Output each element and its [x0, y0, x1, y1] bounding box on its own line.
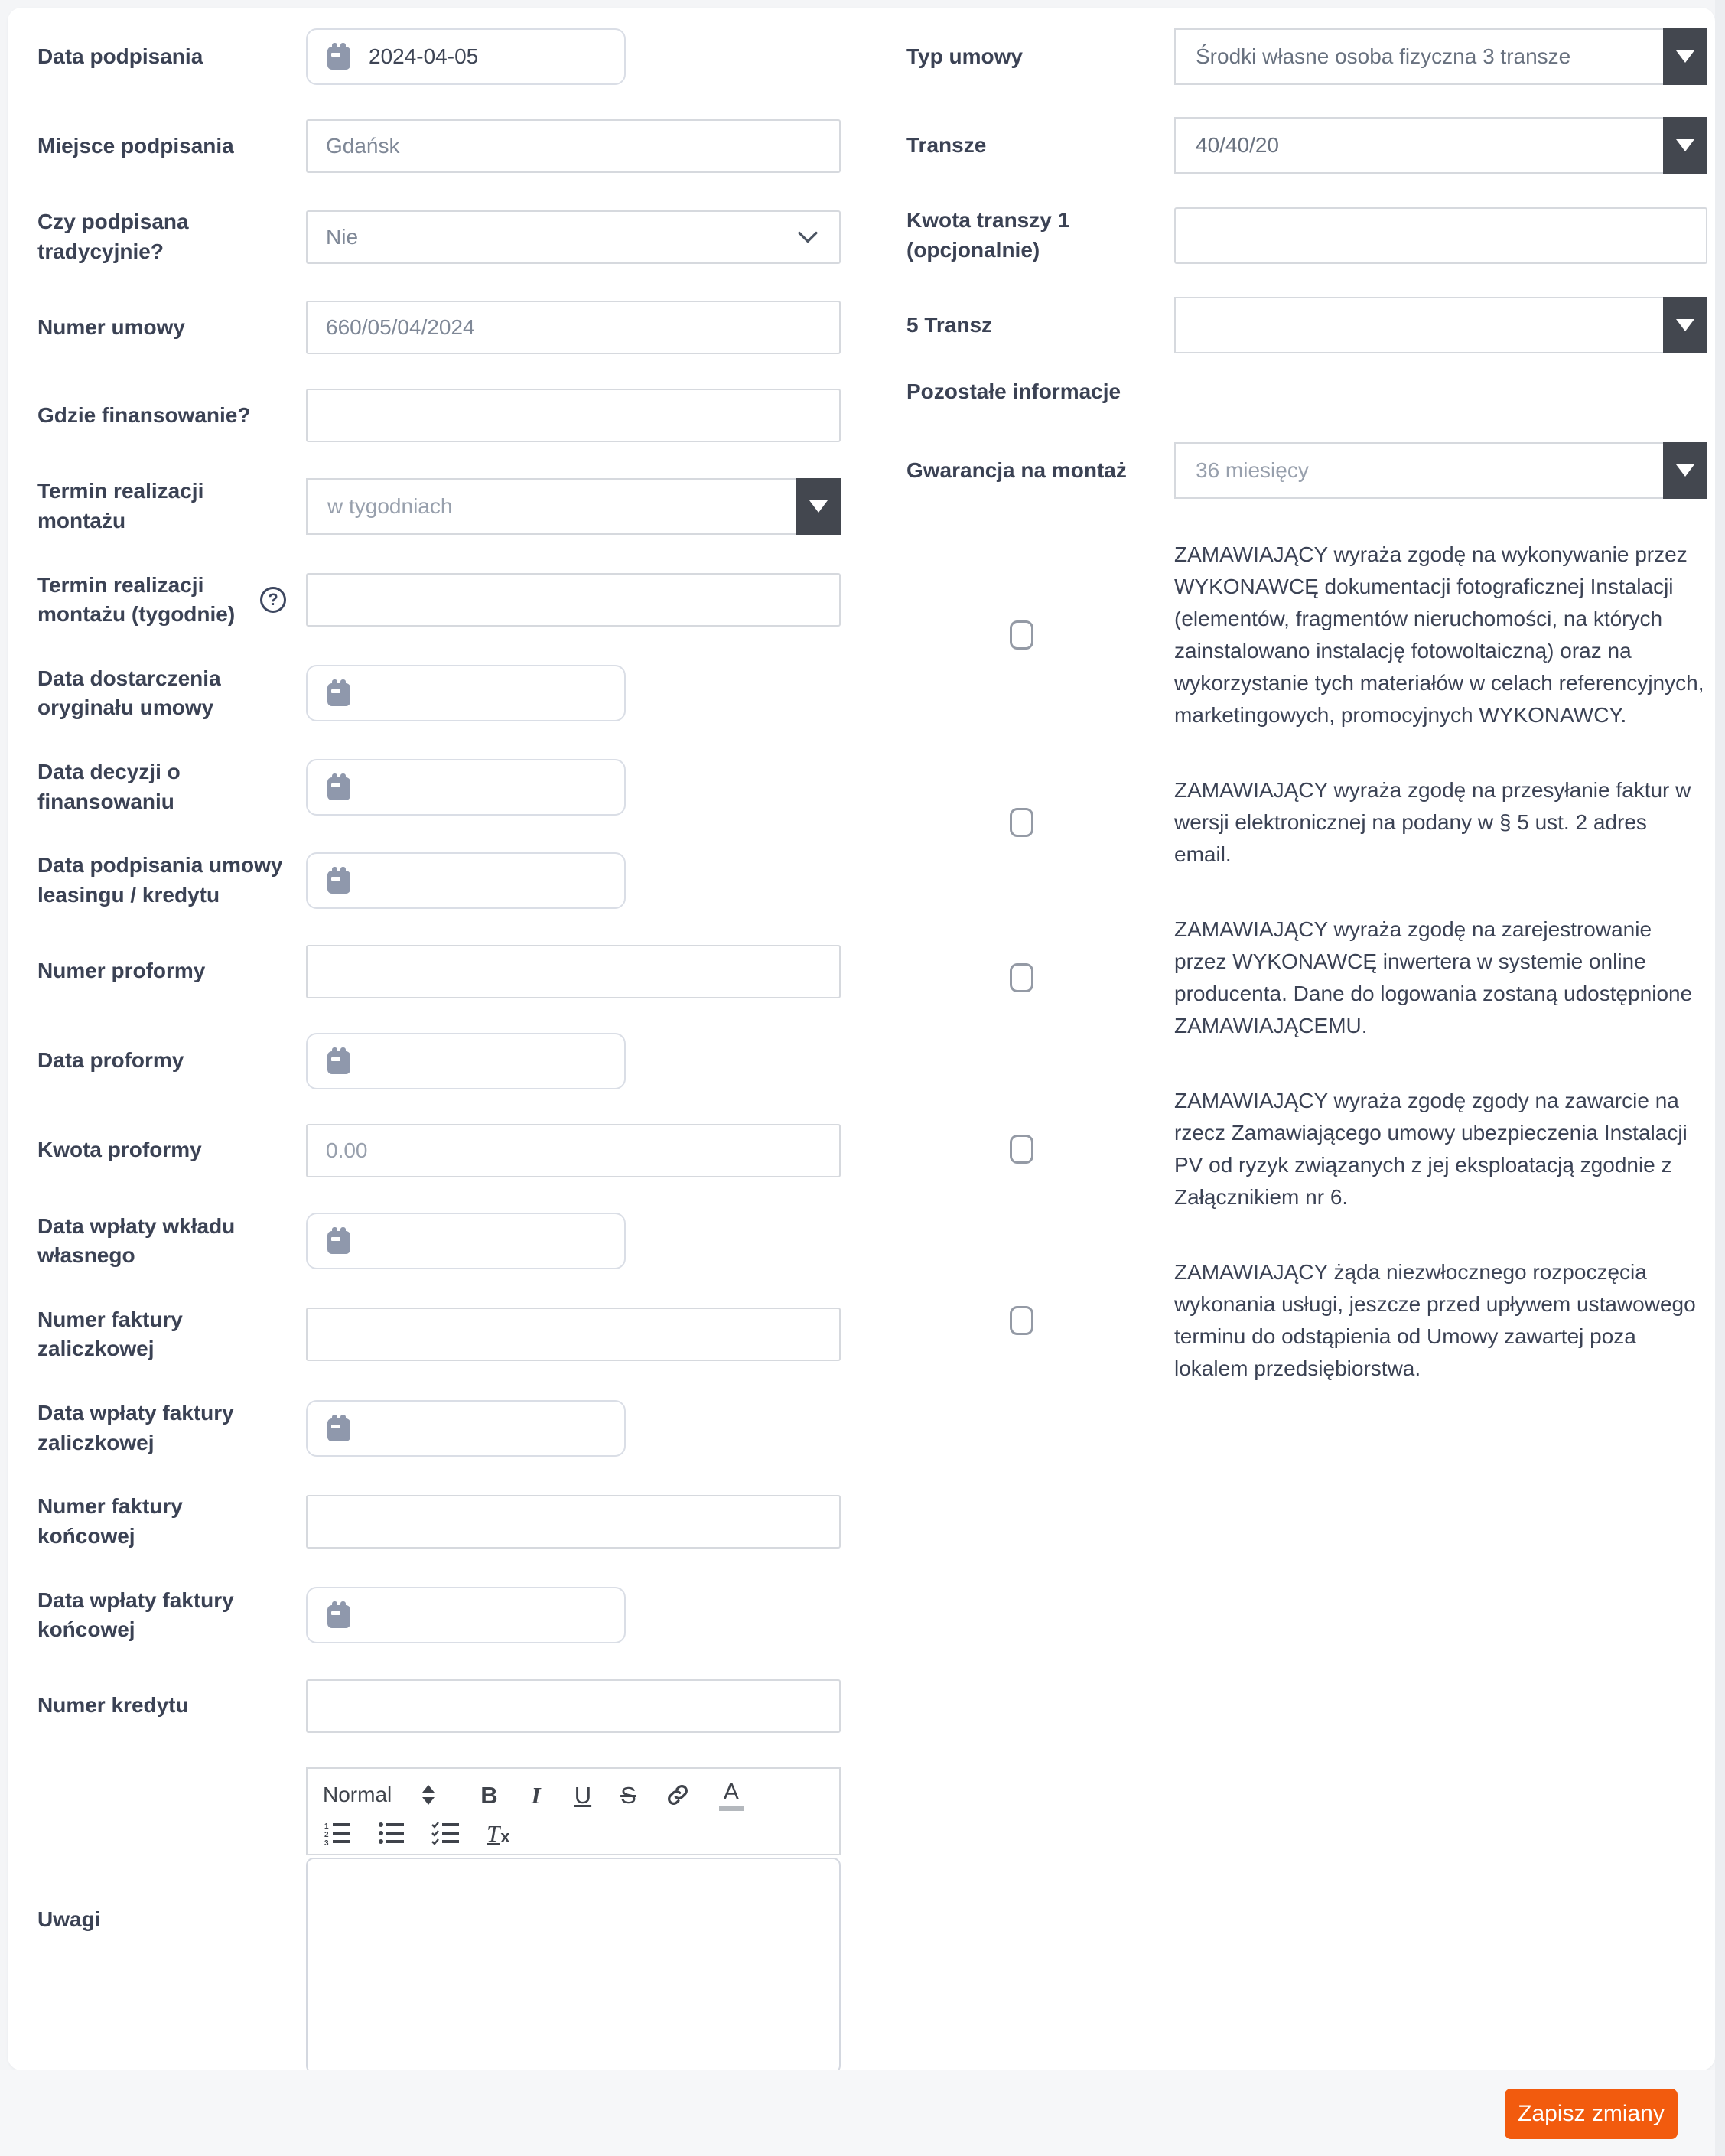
- section-title: Pozostałe informacje: [906, 379, 1121, 404]
- consent-text: ZAMAWIAJĄCY wyraża zgodę zgody na zawarcie na rzecz Zamawiającego umowy ubezpieczenia Instalacji PV od ryzyk związanych z jej eksploatacją zgodnie z Załącznikiem nr 6.: [1174, 1089, 1688, 1210]
- field-label: Numer faktury końcowej: [37, 1494, 183, 1548]
- field-label: Data podpisania umowy leasingu / kredytu: [37, 853, 283, 907]
- dropdown-arrow-icon[interactable]: [1663, 28, 1707, 85]
- editor-toolbar: [306, 1767, 841, 1855]
- format-dropdown[interactable]: [323, 1783, 435, 1807]
- field-label: Kwota proformy: [37, 1138, 202, 1162]
- text-color-button[interactable]: A: [719, 1780, 744, 1811]
- field-label: Data wpłaty faktury zaliczkowej: [37, 1401, 234, 1454]
- format-value: Normal: [323, 1783, 392, 1807]
- bold-button[interactable]: B: [480, 1781, 498, 1809]
- transze-select[interactable]: [1174, 117, 1707, 174]
- calendar-icon: [326, 1226, 352, 1255]
- scrollbar-track[interactable]: [1715, 0, 1725, 2156]
- consent-text: ZAMAWIAJĄCY wyraża zgodę na zarejestrowanie przez WYKONAWCĘ inwertera w systemie online producenta. Dane do logowania zostaną udostępnione ZAMAWIAJĄCEMU.: [1174, 917, 1693, 1038]
- select-value: Środki własne osoba fizyczna 3 transze: [1196, 44, 1571, 68]
- row-data-decyzji: [37, 757, 841, 816]
- field-label: Termin realizacji montażu (tygodnie): [37, 572, 236, 627]
- row-numer-umowy: [37, 301, 841, 354]
- consent-text: ZAMAWIAJĄCY wyraża zgodę na wykonywanie przez WYKONAWCĘ dokumentacji fotograficznej Instalacji (elementów, fragmentów nieruchomości, na których zainstalowano instalację fotowoltaiczną) oraz na wykorzystanie tych materiałów w celach referencyjnych, marketingowych, promocyjnych WYKONAWCY.: [1174, 542, 1704, 728]
- bullet-list-icon[interactable]: [378, 1822, 405, 1846]
- uwagi-rich-text-editor: [306, 1767, 841, 2070]
- data-faktury-koncowej-date-input[interactable]: [306, 1587, 626, 1643]
- field-label: Data decyzji o finansowaniu: [37, 760, 181, 813]
- select-value: w tygodniach: [327, 493, 453, 518]
- consent-row: [906, 1085, 1707, 1213]
- field-label: Typ umowy: [906, 44, 1023, 68]
- row-uwagi: [37, 1767, 841, 2070]
- color-bar: [719, 1806, 744, 1811]
- svg-text:3: 3: [324, 1838, 329, 1846]
- form-card: [8, 8, 1715, 2070]
- row-termin-montazu: [37, 477, 841, 536]
- row-data-leasingu: [37, 851, 841, 910]
- data-leasingu-date-input[interactable]: [306, 852, 626, 909]
- numer-kredytu-input[interactable]: [306, 1679, 841, 1733]
- row-termin-tygodnie: [37, 571, 841, 630]
- dropdown-arrow-icon[interactable]: [1663, 442, 1707, 499]
- field-label: Numer faktury zaliczkowej: [37, 1307, 183, 1361]
- consent-row: [906, 539, 1707, 731]
- consent-text: ZAMAWIAJĄCY wyraża zgodę na przesyłanie faktur w wersji elektronicznej na podany w § 5 ust. 2 adres email.: [1174, 778, 1691, 867]
- field-label: 5 Transz: [906, 312, 993, 337]
- calendar-icon: [326, 866, 352, 895]
- numer-umowy-input[interactable]: [306, 301, 841, 354]
- row-miejsce-podpisania: [37, 119, 841, 173]
- clear-formatting-button[interactable]: T x: [487, 1820, 510, 1848]
- date-value: 2024-04-05: [369, 44, 479, 68]
- row-data-faktury-koncowej: [37, 1586, 841, 1645]
- consent-row: [906, 914, 1707, 1042]
- italic-button[interactable]: I: [527, 1783, 545, 1807]
- dropdown-arrow-icon[interactable]: [1663, 297, 1707, 353]
- numer-faktury-zaliczkowej-input[interactable]: [306, 1308, 841, 1361]
- field-label: Gwarancja na montaż: [906, 458, 1127, 482]
- gwarancja-select[interactable]: [1174, 442, 1707, 499]
- dropdown-arrow-icon[interactable]: [1663, 117, 1707, 174]
- gdzie-finansowanie-input[interactable]: [306, 389, 841, 442]
- row-numer-kredytu: [37, 1679, 841, 1733]
- calendar-icon: [326, 1414, 352, 1443]
- field-label: Data wpłaty wkładu własnego: [37, 1213, 236, 1268]
- ordered-list-icon[interactable]: [324, 1822, 352, 1846]
- row-transze: [906, 117, 1707, 174]
- row-5-transz: [906, 297, 1707, 353]
- miejsce-podpisania-input[interactable]: [306, 119, 841, 173]
- consent-checkbox[interactable]: [1010, 1306, 1033, 1335]
- strikethrough-button[interactable]: S: [620, 1781, 636, 1809]
- select-value: 36 miesięcy: [1196, 458, 1309, 483]
- data-dostarczenia-date-input[interactable]: [306, 665, 626, 721]
- calendar-icon: [326, 1047, 352, 1076]
- row-data-faktury-zaliczkowej: [37, 1399, 841, 1457]
- footer: [0, 2070, 1725, 2156]
- input-value: 660/05/04/2024: [326, 315, 475, 340]
- dropdown-arrow-icon[interactable]: [796, 478, 841, 535]
- row-kwota-transzy: [906, 206, 1707, 265]
- data-decyzji-date-input[interactable]: [306, 759, 626, 816]
- field-label: Termin realizacji montażu: [37, 479, 204, 532]
- calendar-icon: [326, 773, 352, 802]
- czy-podpisana-select[interactable]: [306, 210, 841, 264]
- row-data-proformy: [37, 1033, 841, 1089]
- chevron-down-icon: [796, 230, 819, 244]
- select-value: Nie: [326, 224, 359, 249]
- consent-checkbox[interactable]: [1010, 1135, 1033, 1164]
- row-numer-faktury-koncowej: [37, 1492, 841, 1551]
- select-value: 40/40/20: [1196, 133, 1279, 157]
- consent-checkbox[interactable]: [1010, 963, 1033, 992]
- termin-tygodnie-input[interactable]: [306, 573, 841, 627]
- svg-text:2: 2: [324, 1830, 329, 1839]
- svg-text:1: 1: [324, 1822, 329, 1831]
- data-proformy-date-input[interactable]: [306, 1033, 626, 1089]
- consent-checkbox[interactable]: [1010, 808, 1033, 837]
- typ-umowy-select[interactable]: [1174, 28, 1707, 85]
- field-label: Data dostarczenia oryginału umowy: [37, 666, 221, 720]
- kwota-transzy-input[interactable]: [1174, 207, 1707, 264]
- field-label: Uwagi: [37, 1907, 101, 1932]
- field-label: Czy podpisana tradycyjnie?: [37, 210, 189, 263]
- row-kwota-proformy: [37, 1124, 841, 1177]
- row-typ-umowy: [906, 28, 1707, 85]
- consent-row: [906, 1256, 1707, 1385]
- row-data-podpisania: [37, 28, 841, 85]
- updown-arrows-icon: [422, 1785, 435, 1805]
- row-data-dostarczenia: [37, 664, 841, 723]
- link-icon[interactable]: [666, 1783, 690, 1807]
- row-gdzie-finansowanie: [37, 389, 841, 442]
- save-button[interactable]: Zapisz zmiany: [1505, 2089, 1678, 2139]
- underline-button[interactable]: U: [574, 1781, 592, 1809]
- consent-text: ZAMAWIAJĄCY żąda niezwłocznego rozpoczęcia wykonania usługi, jeszcze przed upływem ustawowego terminu do odstąpienia od Umowy zawartej poza lokalem przedsiębiorstwa.: [1174, 1260, 1696, 1381]
- numer-proformy-input[interactable]: [306, 945, 841, 998]
- field-label: Transze: [906, 132, 987, 157]
- form-left-column: [37, 28, 841, 2070]
- termin-montazu-select[interactable]: [306, 478, 841, 535]
- input-placeholder: Gdańsk: [326, 134, 400, 158]
- data-wkladu-date-input[interactable]: [306, 1213, 626, 1269]
- consent-row: [906, 774, 1707, 871]
- calendar-icon: [326, 679, 352, 708]
- field-label: Numer proformy: [37, 959, 206, 983]
- field-label: Numer kredytu: [37, 1693, 189, 1718]
- check-list-icon[interactable]: [431, 1822, 461, 1846]
- field-label: Gdzie finansowanie?: [37, 402, 251, 427]
- field-label: Numer umowy: [37, 314, 185, 339]
- field-label: Miejsce podpisania: [37, 133, 234, 158]
- editor-content-area[interactable]: [306, 1858, 841, 2070]
- consent-checkbox[interactable]: [1010, 620, 1033, 650]
- calendar-icon: [326, 1601, 352, 1630]
- field-label: Kwota transzy 1 (opcjonalnie): [906, 208, 1070, 262]
- row-numer-proformy: [37, 945, 841, 998]
- kwota-proformy-input[interactable]: [306, 1124, 841, 1177]
- row-data-wkladu: [37, 1212, 841, 1271]
- row-gwarancja: [906, 442, 1707, 499]
- piec-transz-select[interactable]: [1174, 297, 1707, 353]
- data-podpisania-date-input[interactable]: [306, 28, 626, 85]
- form-right-column: [906, 28, 1707, 2070]
- calendar-icon: [326, 42, 352, 71]
- row-numer-faktury-zaliczkowej: [37, 1305, 841, 1364]
- numer-faktury-koncowej-input[interactable]: [306, 1495, 841, 1549]
- field-label: Data podpisania: [37, 44, 203, 68]
- row-czy-podpisana: [37, 207, 841, 266]
- field-label: Data wpłaty faktury końcowej: [37, 1588, 234, 1642]
- field-label: Data proformy: [37, 1048, 184, 1073]
- help-icon[interactable]: ?: [260, 587, 286, 613]
- data-faktury-zaliczkowej-date-input[interactable]: [306, 1400, 626, 1457]
- input-value: 0.00: [326, 1138, 368, 1162]
